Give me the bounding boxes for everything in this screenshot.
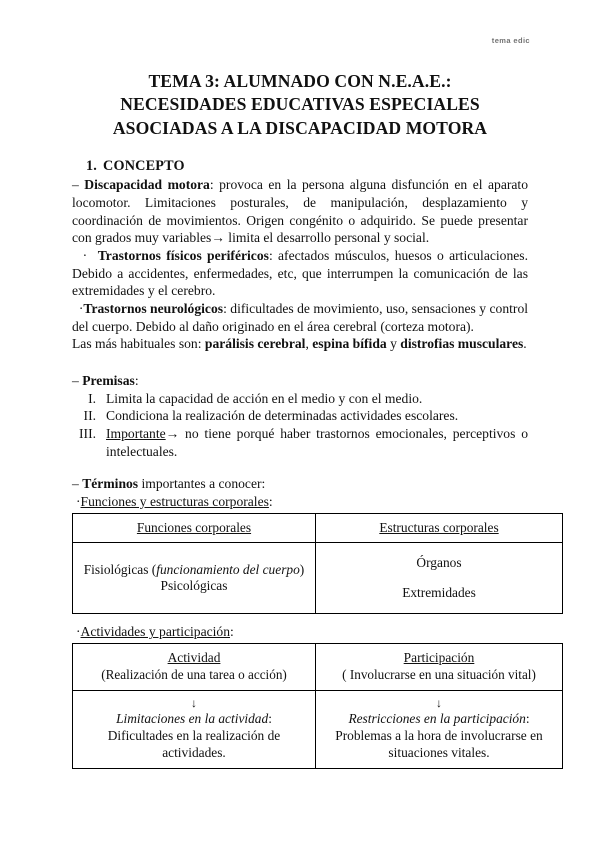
caption-text: Actividades y participación xyxy=(80,624,231,640)
habituales-sep-1: , xyxy=(305,336,313,352)
header-label: Participación xyxy=(403,650,475,666)
cell-text-a: Fisiológicas ( xyxy=(83,561,157,577)
cell-line-2: Extremidades xyxy=(402,585,476,601)
paragraph-premisas-label xyxy=(72,372,528,390)
cell-text: Dificultades en la realización de actividades. xyxy=(107,727,281,760)
middot-marker: · xyxy=(76,493,81,509)
table-row xyxy=(73,513,563,543)
spacer xyxy=(72,353,528,372)
page-header-stamp: tema edic xyxy=(491,36,530,45)
section-heading-concepto xyxy=(86,158,528,175)
cell-term-italic: Restricciones en la participación xyxy=(348,710,526,726)
arrow-glyph: → xyxy=(165,425,180,441)
habituales-sep-2: y xyxy=(386,336,401,352)
page-title xyxy=(72,70,528,140)
title-line-2: NECESIDADES EDUCATIVAS ESPECIALES xyxy=(120,94,480,115)
terminos-rest: importantes a conocer: xyxy=(138,476,266,492)
label-terminos: Términos xyxy=(82,476,139,492)
paragraph-mas-habituales xyxy=(72,335,528,353)
section-number: 1. xyxy=(86,158,98,175)
habituales-item-3: distrofias musculares xyxy=(400,336,524,352)
cell-term xyxy=(324,711,554,728)
habituales-item-2: espina bífida xyxy=(312,336,387,352)
dash-marker: – xyxy=(72,177,79,193)
paragraph-discapacidad-motora xyxy=(72,176,528,247)
middot-marker: · xyxy=(82,247,88,263)
list-item-text: Limita la capacidad de acción en el medio y con el medio. xyxy=(106,390,423,406)
table-cell-restricciones xyxy=(316,690,563,768)
caption-actividades-participacion xyxy=(76,623,528,641)
cell-line-1: Órganos xyxy=(416,554,462,570)
list-numeral: II. xyxy=(83,408,96,424)
table-cell-funciones-valores xyxy=(73,543,316,614)
colon: : xyxy=(230,624,234,640)
table-header-funciones-corporales xyxy=(73,513,316,543)
middot-marker: · xyxy=(78,300,84,316)
table-row xyxy=(73,543,563,614)
spacer xyxy=(72,614,528,623)
cell-line-1 xyxy=(81,562,307,579)
cell-text: Problemas a la hora de involucrarse en situaciones vitales. xyxy=(335,727,543,760)
emphasis-importante: Importante xyxy=(106,425,166,441)
table-cell-estructuras-valores xyxy=(316,543,563,614)
header-label: Estructuras corporales xyxy=(379,519,499,535)
colon: : xyxy=(525,710,530,726)
list-numeral: III. xyxy=(79,425,96,441)
table-row xyxy=(73,690,563,768)
paragraph-terminos xyxy=(72,475,528,493)
label-premisas: Premisas xyxy=(82,372,135,388)
cell-text-b: ) xyxy=(299,561,305,577)
cell-term-italic: Limitaciones en la actividad xyxy=(116,710,269,726)
list-item-text: Condiciona la realización de determinadas actividades escolares. xyxy=(106,408,459,424)
arrow-down-icon: ↓ xyxy=(436,695,442,710)
list-item-text xyxy=(106,425,528,460)
table-row xyxy=(73,644,563,691)
arrow-down-icon: ↓ xyxy=(191,695,197,710)
cell-line-2: Psicológicas xyxy=(160,578,228,594)
title-line-3: ASOCIADAS A LA DISCAPACIDAD MOTORA xyxy=(112,117,488,138)
list-item-rest: no tiene porqué haber trastornos emocionales, perceptivos o intelectuales. xyxy=(106,425,528,459)
caption-funciones-estructuras xyxy=(76,493,528,511)
header-sublabel: ( Involucrarse en una situación vital) xyxy=(342,667,536,683)
header-label: Funciones corporales xyxy=(136,519,252,535)
list-item xyxy=(72,425,528,460)
colon: : xyxy=(268,710,272,726)
table-funciones-estructuras xyxy=(72,513,563,615)
section-title: CONCEPTO xyxy=(103,158,185,175)
table-header-estructuras-corporales xyxy=(316,513,563,543)
dash-marker: – xyxy=(72,476,79,492)
header-sublabel: (Realización de una tarea o acción) xyxy=(101,667,287,683)
document-body xyxy=(72,70,543,769)
dash-marker: – xyxy=(72,372,79,388)
table-cell-limitaciones xyxy=(73,690,316,768)
colon: : xyxy=(268,493,273,509)
habituales-end: . xyxy=(523,336,527,352)
term-trastornos-fisicos: Trastornos físicos periféricos xyxy=(97,247,269,263)
list-item xyxy=(72,390,528,408)
paragraph-trastornos-fisicos xyxy=(72,247,528,300)
habituales-item-1: parálisis cerebral xyxy=(204,336,306,352)
paragraph-text: : provoca en la persona alguna disfunción en el aparato locomotor. Limitaciones posturales, de manipulación, desplazamiento y coordinación de movimientos. Origen congénito o adquirido. Se puede presentar con grados muy variables→ limita el desarrollo personal y social. xyxy=(72,177,528,246)
cell-text-italic: funcionamiento del cuerpo xyxy=(156,561,300,577)
premisas-list xyxy=(72,390,528,461)
paragraph-text: : dificultades de movimiento, uso, sensaciones y control del cuerpo. Debido al daño originado en el área cerebral (corteza motora). xyxy=(72,300,529,334)
term-trastornos-neurologicos: Trastornos neurológicos xyxy=(83,300,224,316)
title-line-1: TEMA 3: ALUMNADO CON N.E.A.E.: xyxy=(148,71,452,91)
list-numeral: I. xyxy=(88,390,96,406)
header-label: Actividad xyxy=(167,650,221,666)
habituales-lead: Las más habituales son: xyxy=(72,336,205,352)
colon: : xyxy=(134,372,139,388)
table-actividades-participacion xyxy=(72,643,563,768)
middot-marker: · xyxy=(76,624,81,640)
paragraph-text: : afectados músculos, huesos o articulaciones. Debido a accidentes, enfermedades, etc, que interrumpen la comunicación de las extremidades y el cerebro. xyxy=(72,247,528,299)
list-item xyxy=(72,407,528,425)
cell-term xyxy=(81,711,307,728)
term-discapacidad-motora: Discapacidad motora xyxy=(84,177,210,193)
caption-text: Funciones y estructuras corporales xyxy=(80,493,269,509)
spacer xyxy=(72,460,528,475)
table-header-actividad xyxy=(73,644,316,691)
table-header-participacion xyxy=(316,644,563,691)
paragraph-trastornos-neurologicos xyxy=(72,300,528,335)
